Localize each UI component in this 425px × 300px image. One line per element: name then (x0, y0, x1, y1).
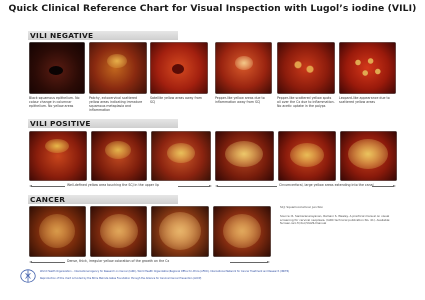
photo-cancer-3 (151, 206, 209, 257)
section-label-positive: VILI POSITIVE (30, 119, 91, 128)
yellow-patch (107, 54, 127, 68)
yellow-area (348, 139, 388, 169)
caption-cancer: Dense, thick, irregular yellow coloration of the growth on the Cx (67, 259, 170, 263)
yellow-spots (289, 56, 319, 78)
source-note: Source: R. Sankaranarayanan, Ramani S. Wesley. A practical manual on visual screening for cervical neoplasia. (IARC technical publication No. 41). Available: fscreen.iarc.fr/doc/VIAVILImanual (280, 214, 391, 226)
yellow-area (45, 139, 69, 153)
arrow-line-right-a (217, 186, 277, 187)
footer-organizations: World Health Organization – International Agency for Research on Cancer (IARC), World Health Organization/Regional Office for Africa (AFRO), International Network for Cancer Treatment and Research (INCTR) (40, 270, 290, 273)
page-title: Quick Clinical Reference Chart for Visual Inspection with Lugol’s iodine (VILI) (8, 3, 417, 14)
growth (159, 212, 201, 250)
bright-center (235, 56, 253, 70)
leopard-spots (349, 52, 385, 82)
arrow-line-left-b (178, 186, 210, 187)
photo-positive-6 (340, 131, 397, 181)
photo-cancer-2 (90, 206, 147, 257)
abbreviation-note: SCJ: Squamocolumnar junction (280, 205, 324, 209)
arrow-line-left-a (31, 186, 65, 187)
photo-negative-4 (215, 42, 272, 94)
footer-funding: Reproduction of this chart is funded by the Bill & Melinda Gates Foundation through the Alliance for Cervical Cancer Prevention (ACCP) (40, 277, 202, 280)
yellow-area (225, 141, 263, 167)
photo-positive-1 (29, 131, 87, 181)
yellow-area (105, 141, 131, 159)
photo-negative-2 (89, 42, 147, 94)
caption-negative-3: Satellite yellow areas away from SCJ (150, 96, 202, 104)
arrow-line-right-b (372, 186, 394, 187)
caption-positive-right: Circumcerforal, large yellow areas extending into the canal (279, 183, 374, 187)
dark-center (172, 64, 184, 74)
growth (223, 214, 261, 248)
who-logo-icon (20, 269, 36, 283)
photo-cancer-1 (29, 206, 86, 257)
caption-negative-2: Patchy, ectocervical scattered yellow areas indicating immature squamous metaplasia and inflammation (89, 96, 143, 112)
arrow-right-icon (393, 185, 396, 187)
growth (100, 214, 138, 248)
arrow-right-icon (209, 185, 212, 187)
os-dark (49, 66, 63, 75)
caption-positive-left: Well-defined yellow area touching the SCJ in the upper lip (67, 183, 159, 187)
photo-positive-2 (91, 131, 147, 181)
photo-cancer-4 (213, 206, 271, 257)
section-label-negative: VILI NEGATIVE (30, 31, 94, 40)
arrow-line-cancer-a (31, 262, 65, 263)
arrow-line-cancer-b (230, 262, 268, 263)
yellow-area (167, 143, 195, 163)
photo-negative-1 (29, 42, 85, 94)
photo-negative-5 (277, 42, 335, 94)
photo-negative-3 (150, 42, 208, 94)
section-label-cancer: CANCER (30, 195, 66, 204)
photo-positive-3 (151, 131, 211, 181)
caption-negative-1: Black squamous epithelium. No colour change in columnar epithelium. No yellow areas (29, 96, 80, 108)
caption-negative-6: Leopard-like appearance due to scattered yellow areas (339, 96, 390, 104)
yellow-area (290, 143, 324, 167)
arrow-right-icon (267, 261, 270, 263)
caption-negative-5: Pepper-like scattered yellow spots all over the Cx due to inflammation. No acetic uptake in the polyps (277, 96, 335, 108)
growth (39, 214, 75, 248)
photo-negative-6 (339, 42, 396, 94)
photo-positive-4 (215, 131, 274, 181)
caption-negative-4: Pepper-like yellow areas due to inflammation away from SCJ (215, 96, 265, 104)
photo-positive-5 (278, 131, 336, 181)
